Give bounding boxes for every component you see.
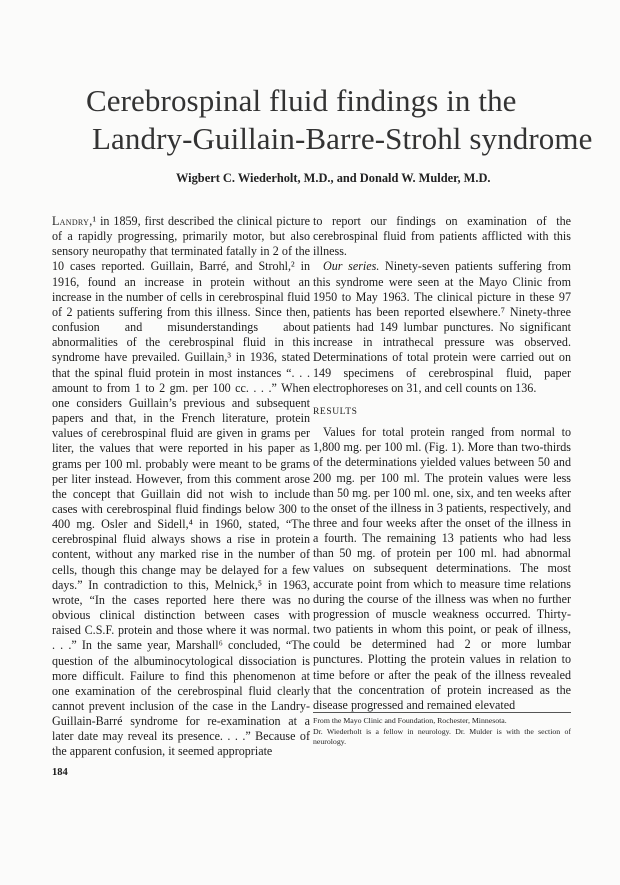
series-text: Ninety-seven patients suffering from this syndrome were seen at the Mayo Clinic from 1950 to May 1963. The clinical picture in these 97 patients has been reported elsewhere.⁷ Ninety-three patients had 149 lumbar punctures. No significant increase in intrathecal pressure was observed. Determinations of total protein were carried out on 149 specimens of cerebrospinal fluid, paper electrophoreses on 31, and cell counts on 136. xyxy=(313,259,571,395)
footnotes xyxy=(313,712,571,748)
intro-paragraph xyxy=(52,214,310,760)
lead-word: Landry, xyxy=(52,214,93,228)
right-column xyxy=(313,214,571,713)
title-line-2: Landry-Guillain-Barre-Strohl syndrome xyxy=(92,121,593,156)
series-label: Our series. xyxy=(323,259,380,274)
footnote-affiliation: From the Mayo Clinic and Foundation, Rochester, Minnesota. xyxy=(313,716,507,725)
footnote-authors: Dr. Wiederholt is a fellow in neurology. Dr. Mulder is with the section of neurology. xyxy=(313,727,571,746)
left-column xyxy=(52,214,310,760)
intro-text: ¹ in 1859, first described the clinical picture of a rapidly progressing, primarily motor, but also sensory neuropathy that terminated fatally in 2 of the 10 cases reported. Guillain, Barré, and Strohl,² in 1916, found an increase in protein without an increase in the number of cells in cerebrospinal fluid of 2 patients suffering from this illness. Since then, confusion and misunderstandings about abnormalities of the cerebrospinal fluid in this syndrome have prevailed. Guillain,³ in 1936, stated that the spinal fluid protein in most instances “. . . amount to from 1 to 2 gm. per 100 cc. . . .” When one considers Guillain’s previous and subsequent papers and that, in the French literature, protein values of cerebrospinal fluid are given in grams per liter, the values that were reported in his paper as grams per 100 ml. probably were meant to be grams per liter instead. However, from this comment arose the concept that Guillain did not wish to include cases with cerebrospinal fluid findings below 300 to 400 mg. Osler and Sidell,⁴ in 1960, stated, “The cerebrospinal fluid always shows a rise in protein content, without any marked rise in the number of cells, though this change may be delayed for a few days.” In contradiction to this, Melnick,⁵ in 1963, wrote, “In the cases reported here there was no obvious clinical distinction between cases with raised C.S.F. protein and those where it was normal. . . .” In the same year, Marshall⁶ concluded, “The question of the albuminocytological dissociation is more difficult. Failure to find this phenomenon at one examination of the cerebrospinal fluid clearly cannot prevent inclusion of the case in the Landry-Guillain-Barré syndrome for re-examination at a later date may reveal its presence. . . .” Because of the apparent confusion, it seemed appropriate xyxy=(52,214,310,759)
author-line: Wigbert C. Wiederholt, M.D., and Donald W. Mulder, M.D. xyxy=(176,171,491,185)
results-heading: RESULTS xyxy=(313,406,358,417)
continuation-paragraph: to report our findings on examination of the cerebrospinal fluid from patients afflicted with this illness. xyxy=(313,214,571,259)
page-number: 184 xyxy=(52,767,68,778)
series-paragraph xyxy=(313,259,571,395)
article-title xyxy=(86,82,593,158)
title-line-1: Cerebrospinal fluid findings in the xyxy=(86,83,517,118)
results-paragraph: Values for total protein ranged from normal to 1,800 mg. per 100 ml. (Fig. 1). More than two-thirds of the determinations yielded values between 50 and 200 mg. per 100 ml. The protein values were less than 50 mg. per 100 ml. one, six, and ten weeks after the onset of the illness in 3 patients, respectively, and three and four weeks after the onset of the illness in a fourth. The remaining 13 patients who had less than 50 mg. of protein per 100 ml. had abnormal values on subsequent determinations. The most accurate point from which to measure time relations during the course of the illness was when no further progression of muscle weakness occurred. Thirty-two patients in whom this point, or peak of illness, could be determined had 2 or more lumbar punctures. Plotting the protein values in relation to time before or after the peak of the illness revealed that the concentration of protein increased as the disease progressed and remained elevated xyxy=(313,425,571,712)
